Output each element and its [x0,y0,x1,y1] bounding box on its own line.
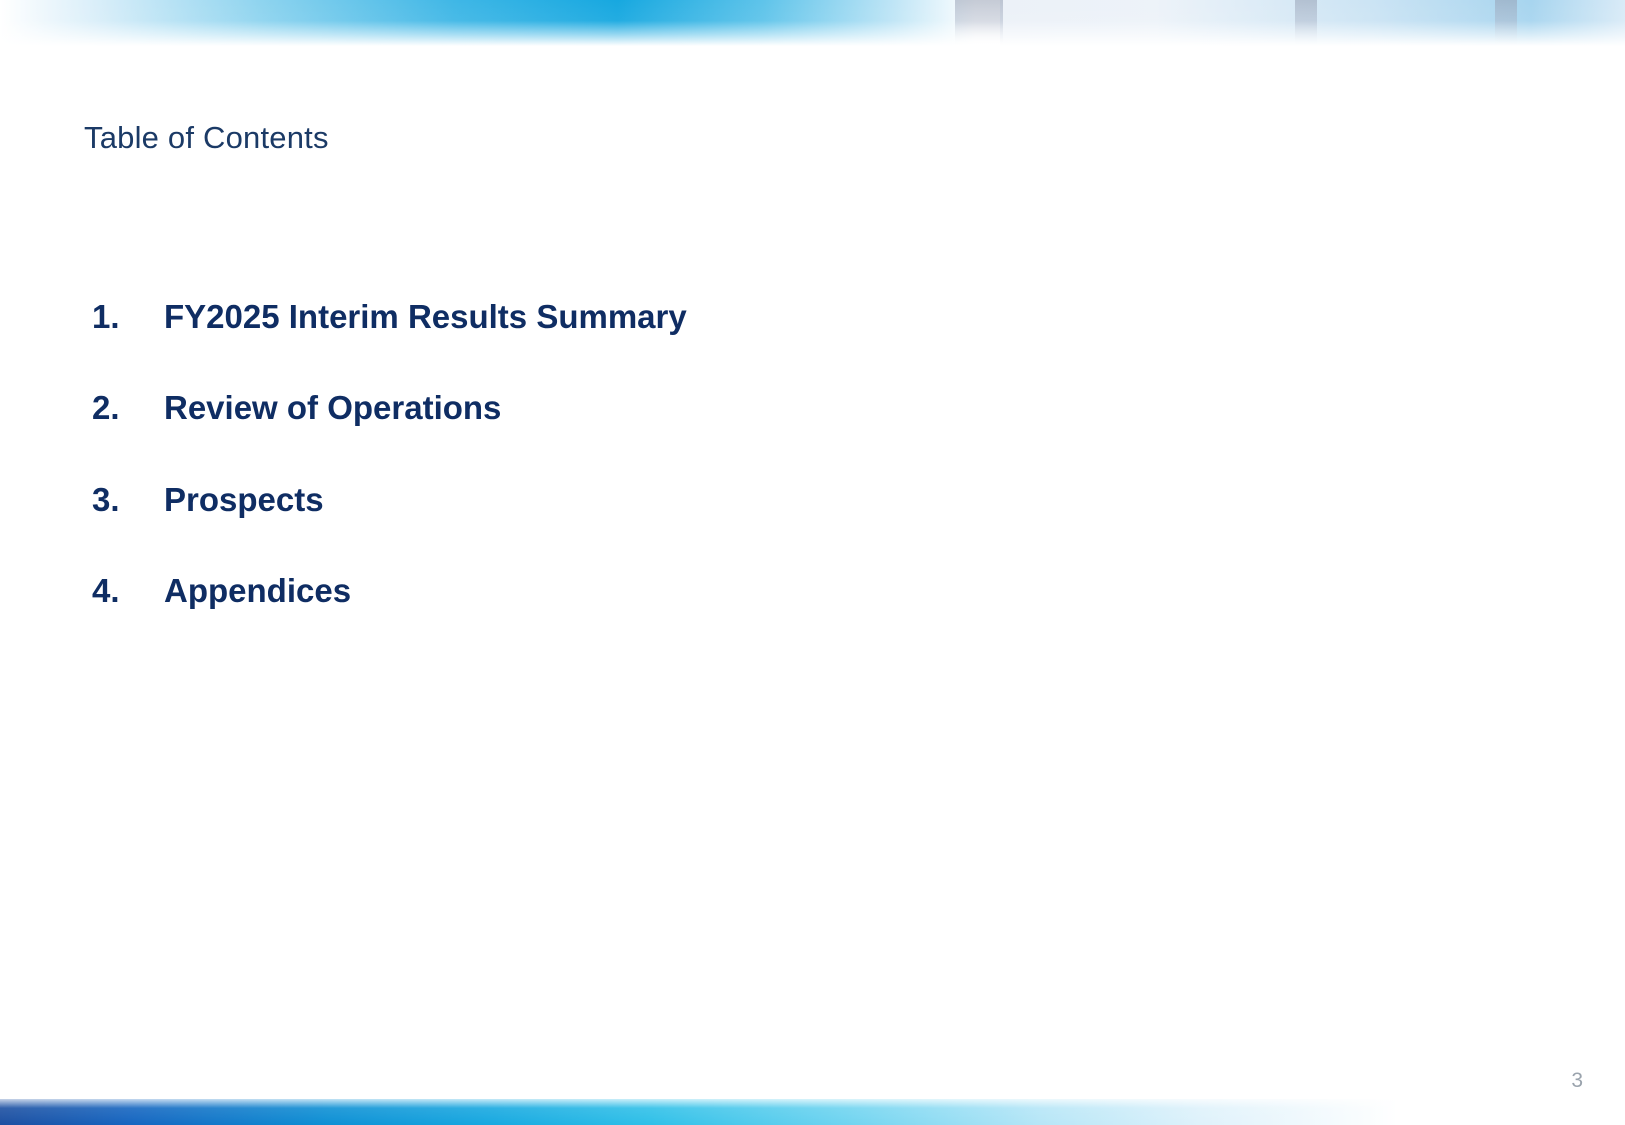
list-item [92,570,1292,611]
list-item-number: 1. [92,298,120,335]
list-item-label: Review of Operations [164,389,502,427]
page-title: Table of Contents [84,120,329,155]
list-item [92,479,1292,520]
list-item-label: FY2025 Interim Results Summary [164,298,687,335]
bottom-band-fade [0,1099,1625,1125]
table-of-contents-list [92,296,1292,661]
list-item [92,296,1292,337]
page-number: 3 [1571,1069,1583,1092]
top-band-fade [0,0,1625,46]
list-item-label: Prospects [164,480,324,518]
list-item-number: 2. [92,389,120,427]
list-item-number: 3. [92,480,120,518]
list-item [92,387,1292,428]
list-item-number: 4. [92,571,120,609]
list-item-label: Appendices [164,571,352,609]
